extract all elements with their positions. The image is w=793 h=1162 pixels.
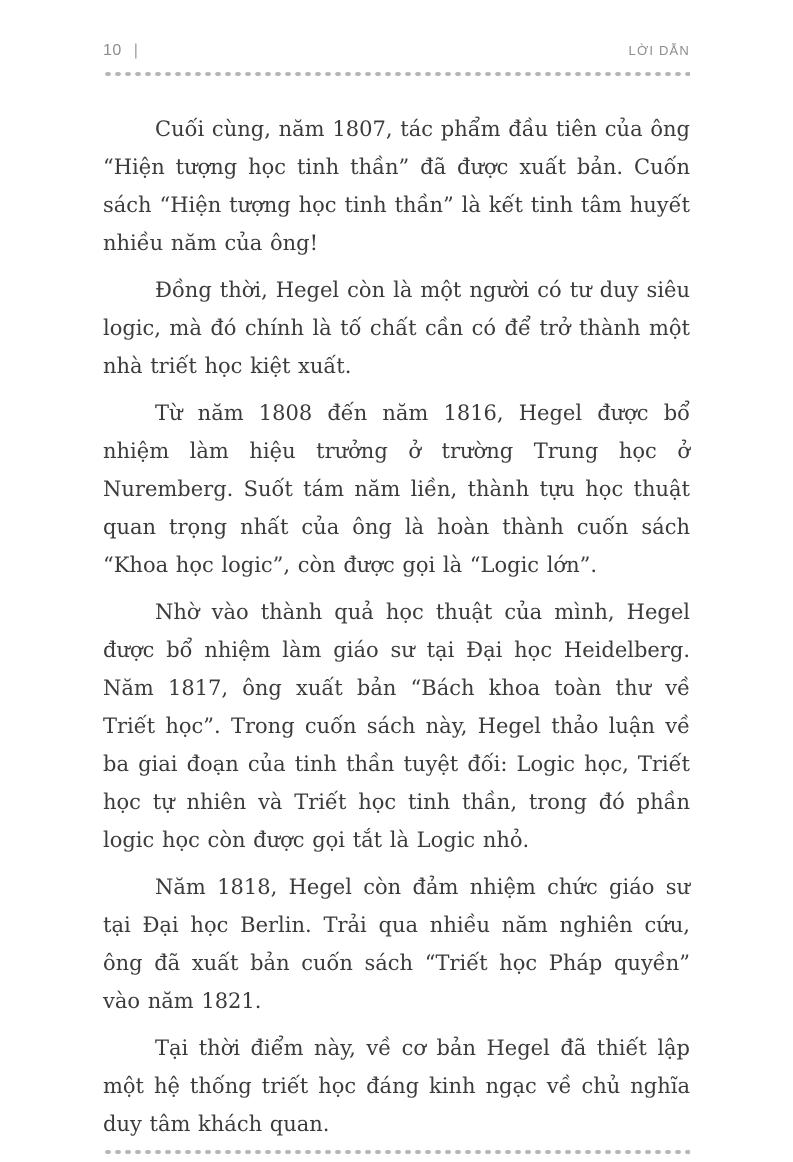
ornamental-border-bottom <box>103 1148 690 1156</box>
page-header <box>103 42 690 60</box>
page-number-group <box>103 42 138 60</box>
body-text <box>103 110 690 1143</box>
paragraph: Cuối cùng, năm 1807, tác phẩm đầu tiên của ông “Hiện tượng học tinh thần” đã được xuất bản. Cuốn sách “Hiện tượng học tinh thần” là kết tinh tâm huyết nhiều năm của ông! <box>103 117 690 255</box>
paragraph: Từ năm 1808 đến năm 1816, Hegel được bổ nhiệm làm hiệu trưởng ở trường Trung học ở Nuremberg. Suốt tám năm liền, thành tựu học thuật quan trọng nhất của ông là hoàn thành cuốn sách “Khoa học logic”, còn được gọi là “Logic lớn”. <box>103 401 690 577</box>
paragraph: Năm 1818, Hegel còn đảm nhiệm chức giáo sư tại Đại học Berlin. Trải qua nhiều năm nghiên cứu, ông đã xuất bản cuốn sách “Triết học Pháp quyền” vào năm 1821. <box>103 875 690 1013</box>
running-header-title: LỜI DẪN <box>628 43 690 58</box>
paragraph: Đồng thời, Hegel còn là một người có tư duy siêu logic, mà đó chính là tố chất cần có để trở thành một nhà triết học kiệt xuất. <box>103 278 690 378</box>
header-separator: | <box>133 42 139 59</box>
page-number: 10 <box>103 42 122 59</box>
paragraph: Tại thời điểm này, về cơ bản Hegel đã thiết lập một hệ thống triết học đáng kinh ngạc về chủ nghĩa duy tâm khách quan. <box>103 1036 690 1136</box>
paragraph: Nhờ vào thành quả học thuật của mình, Hegel được bổ nhiệm làm giáo sư tại Đại học Heidelberg. Năm 1817, ông xuất bản “Bách khoa toàn thư về Triết học”. Trong cuốn sách này, Hegel thảo luận về ba giai đoạn của tinh thần tuyệt đối: Logic học, Triết học tự nhiên và Triết học tinh thần, trong đó phần logic học còn được gọi tắt là Logic nhỏ. <box>103 600 690 852</box>
ornamental-border-top <box>103 70 690 78</box>
